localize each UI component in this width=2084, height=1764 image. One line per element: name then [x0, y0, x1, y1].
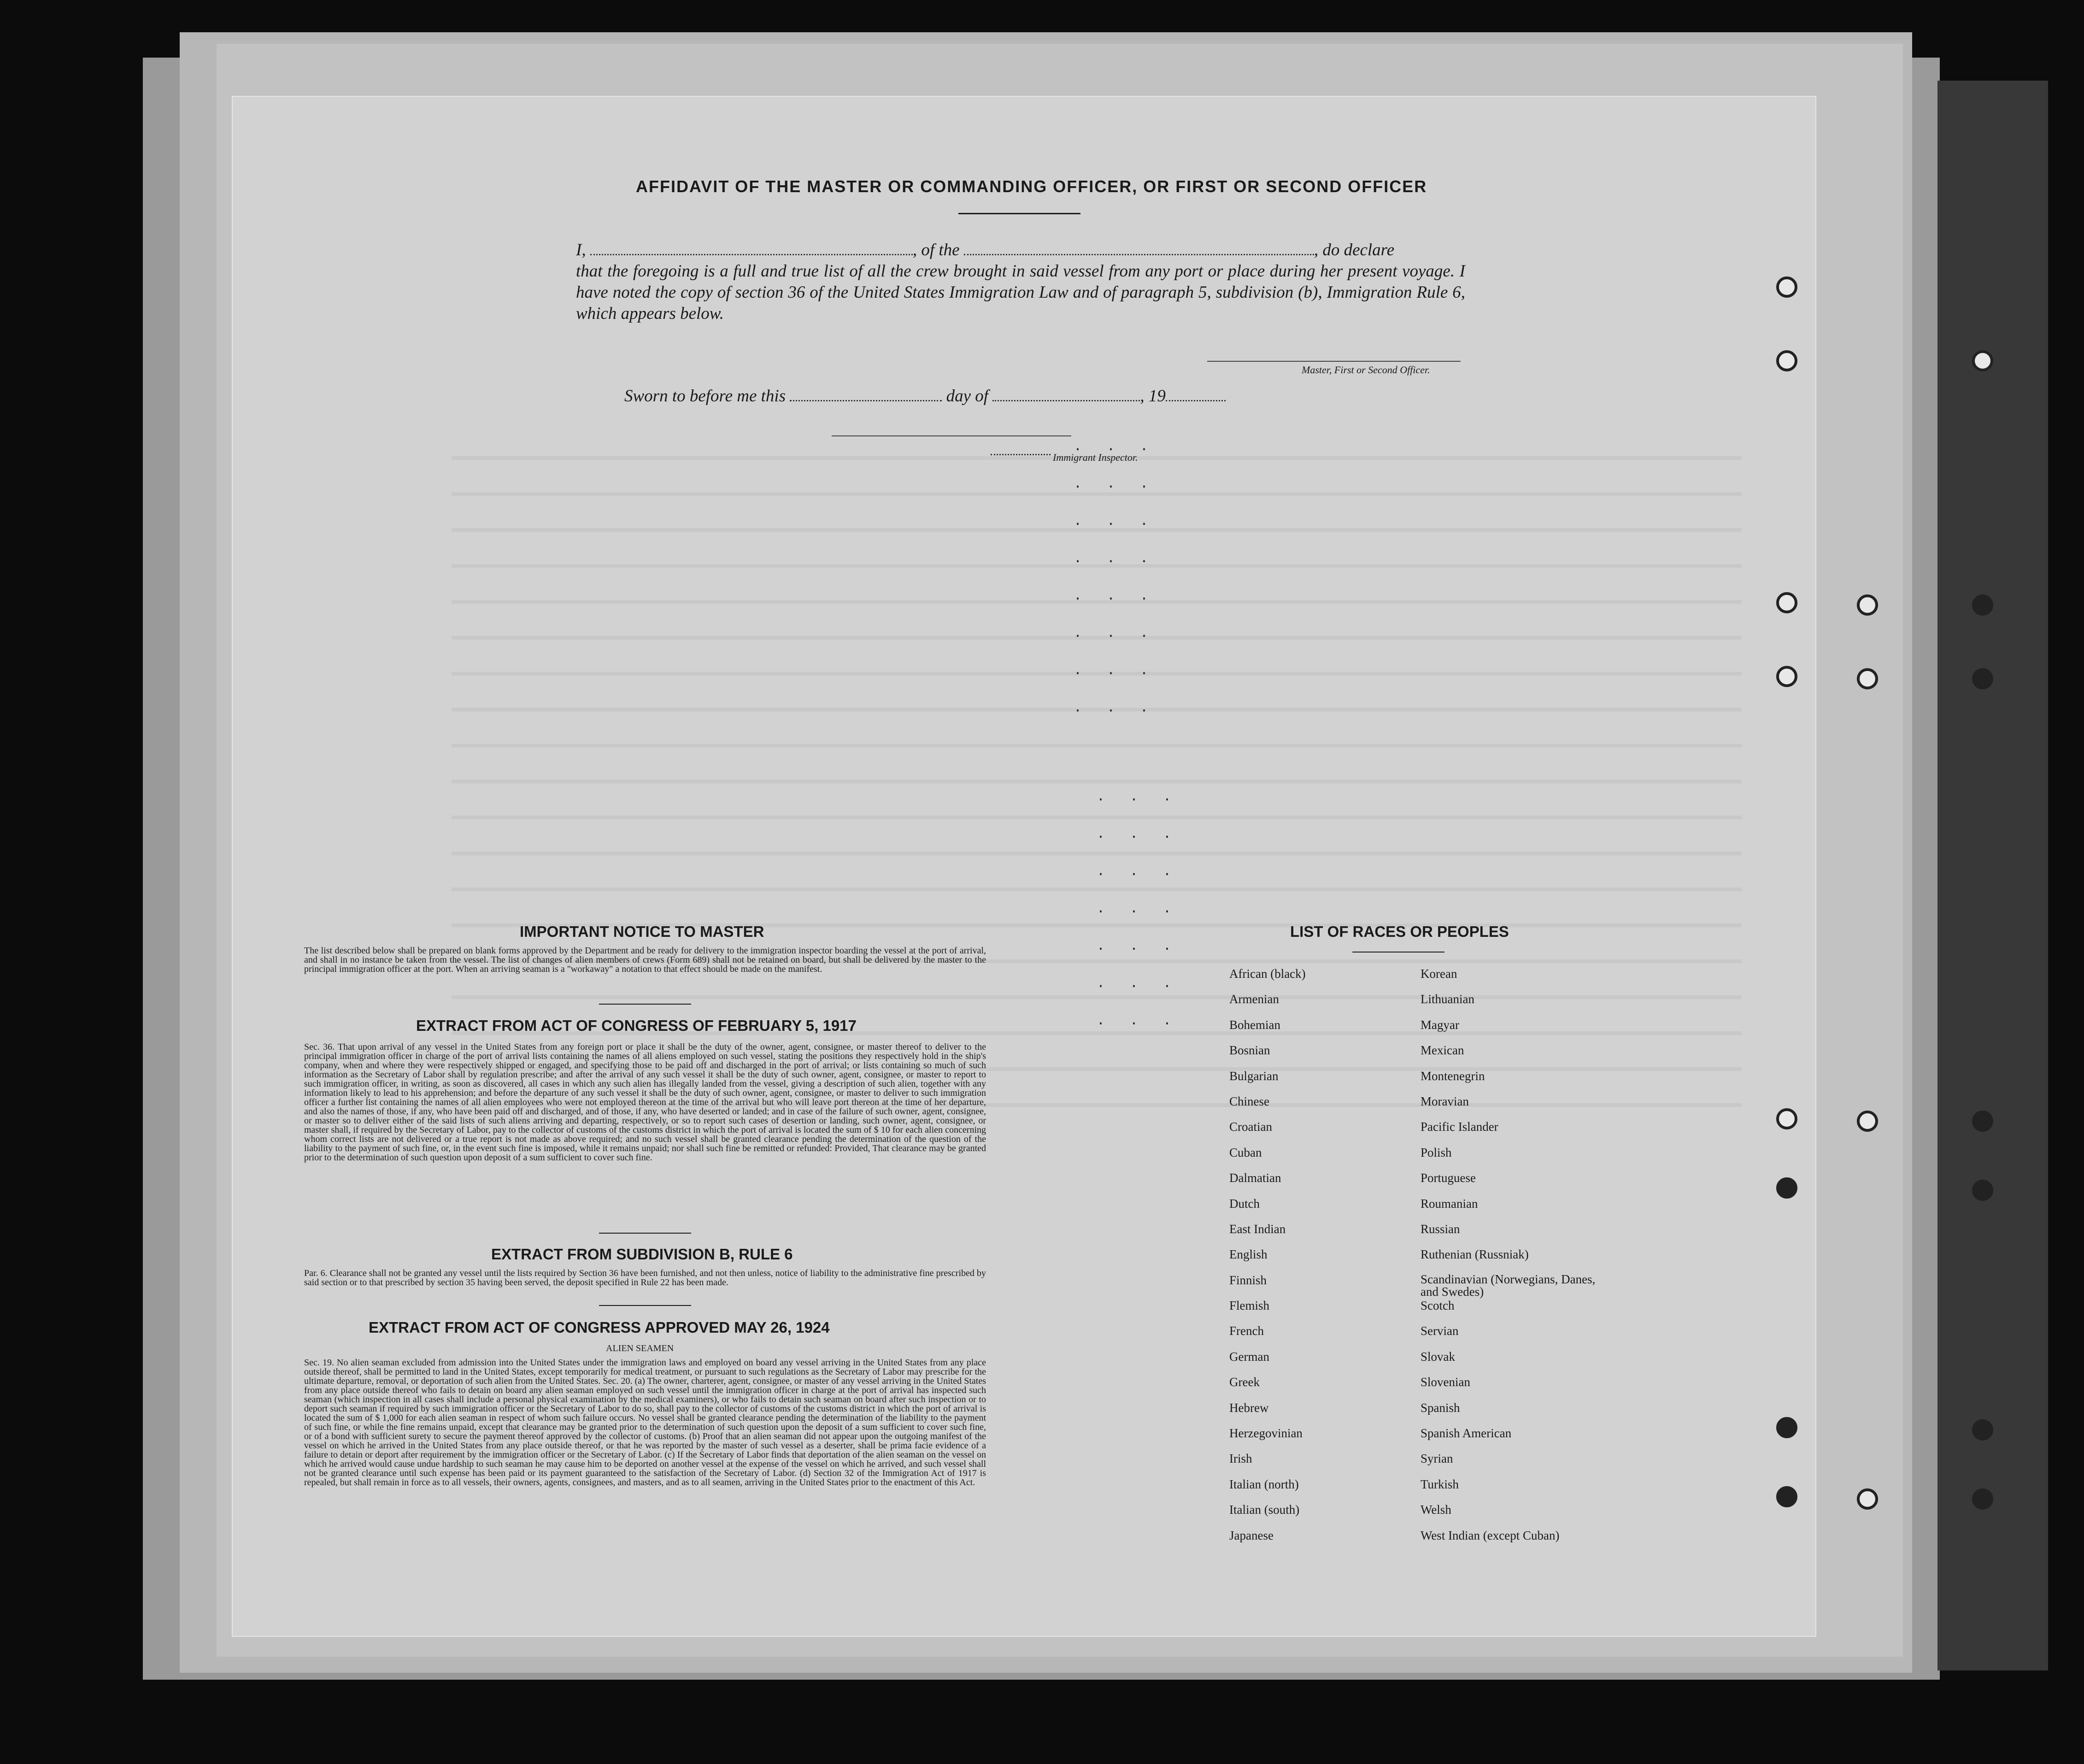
sworn-text: Sworn to before me this: [624, 387, 786, 406]
year-blank: [1166, 400, 1226, 401]
race-item: Italian (south): [1229, 1503, 1300, 1517]
race-item: Scotch: [1421, 1299, 1455, 1313]
sworn-line: [624, 386, 1226, 406]
race-item: French: [1229, 1324, 1264, 1338]
race-item: Roumanian: [1421, 1196, 1478, 1211]
name-blank: [590, 254, 913, 255]
binding-hole: [1972, 668, 1993, 689]
punch-hole: [1857, 668, 1878, 689]
race-item: Chinese: [1229, 1094, 1269, 1108]
extract-1924-title: EXTRACT FROM ACT OF CONGRESS APPROVED MAY 26, 1924: [369, 1319, 830, 1336]
race-item: Herzegovinian: [1229, 1426, 1303, 1441]
race-item: Slovak: [1421, 1349, 1456, 1364]
binding-hole: [1972, 1111, 1993, 1132]
race-item: English: [1229, 1247, 1268, 1262]
race-item: Bosnian: [1229, 1043, 1270, 1058]
sworn-text: , 19: [1140, 387, 1166, 406]
dot-marks-column: . . . . . . . . . . . . . . . . . . . . . . . .: [1074, 439, 1157, 716]
declaration-first-line: [576, 240, 1465, 261]
inspector-blank: [991, 454, 1051, 455]
punch-hole: [1776, 276, 1797, 298]
race-item: Syrian: [1421, 1452, 1453, 1466]
extract-1924-body: Sec. 19. No alien seaman excluded from admission into the United States under the immigration laws and employed on board any vessel arriving in the United States from any place outside thereof, shall be permitted to land in the United States, except temporarily for medical treatment, or pursuant to such regulations as the Secretary of Labor may prescribe for the ultimate departure, removal, or deportation of such alien from the United States. Sec. 20. (a) The owner, charterer, agent, consignee, or master of any vessel arriving in the United States from any place outside thereof who fails to detain on board any alien seaman employed on such vessel until the immigration officer in charge at the port of arrival has inspected such seaman (which inspection in all cases shall include a personal physical examination by the medical examiners), or who fails to detain such seaman on board after such inspection or to deport such seaman if required by such immigration officer or the Secretary of Labor to do so, shall pay to the collector of customs of the customs district in which the port of arrival is located the sum of $ 1,000 for each alien seaman in respect of whom such failure occurs. No vessel shall be granted clearance pending the determination of the liability to the payment of such fine, or while the fine remains unpaid, except that clearance may be granted prior to the determination of such question upon the deposit of a sum sufficient to cover such fine, or of a bond with sufficient surety to secure the payment thereof approved by the collector of customs. (b) Proof that an alien seaman did not appear upon the outgoing manifest of the vessel on which he arrived in the United States from any place outside thereof, or that he was reported by the master of such vessel as a deserter, shall be prima facie evidence of a failure to detain or deport after requirement by the immigration officer or the Secretary of Labor. (c) If the Secretary of Labor finds that deportation of the alien seaman on the vessel on which he arrived would cause undue hardship to such seaman he may cause him to be deported on another vessel at the expense of the vessel on which he arrived, and such vessel shall not be granted clearance until such expense has been paid or its payment guaranteed to the satisfaction of the Secretary of Labor. (d) Section 32 of the Immigration Act of 1917 is repealed, but shall remain in force as to all vessels, their owners, agents, consignees, and masters, and as to all seamen, arriving in the United States prior to the enactment of this Act.: [304, 1358, 986, 1488]
race-item: Croatian: [1229, 1120, 1272, 1134]
declaration-text: , do declare: [1314, 241, 1395, 259]
race-item: Turkish: [1421, 1477, 1459, 1491]
binding-hole: [1972, 1419, 1993, 1441]
punch-hole: [1776, 1486, 1797, 1507]
affidavit-declaration: [576, 240, 1465, 324]
race-item: Hebrew: [1229, 1400, 1269, 1415]
race-item: Spanish: [1421, 1400, 1460, 1415]
declaration-body: that the foregoing is a full and true list of all the crew brought in said vessel from any port or place during her present voyage. I have noted the copy of section 36 of the United States Immigration Law and of paragraph 5, subdivision (b), Immigration Rule 6, which appears below.: [576, 262, 1465, 323]
punch-hole: [1857, 594, 1878, 616]
race-item: Slovenian: [1421, 1375, 1470, 1389]
punch-hole: [1776, 1177, 1797, 1199]
binding-hole: [1972, 1488, 1993, 1510]
race-item: Finnish: [1229, 1273, 1267, 1287]
race-item: Italian (north): [1229, 1477, 1299, 1491]
punch-hole: [1857, 1488, 1878, 1510]
race-item: East Indian: [1229, 1222, 1286, 1236]
race-item: Lithuanian: [1421, 992, 1474, 1006]
punch-hole: [1776, 350, 1797, 371]
rule6-body: Par. 6. Clearance shall not be granted any vessel until the lists required by Section 36 have been furnished, and not then unless, notice of liability to the administrative fine prescribed by said section or to that prescribed by section 35 having been served, the deposit specified in Rule 22 has been made.: [304, 1268, 986, 1288]
race-item: Armenian: [1229, 992, 1279, 1006]
extract-1917-title: EXTRACT FROM ACT OF CONGRESS OF FEBRUARY 5, 1917: [416, 1017, 857, 1034]
punch-hole: [1776, 1417, 1797, 1438]
race-item: Servian: [1421, 1324, 1459, 1338]
signature-label: Master, First or Second Officer.: [1302, 364, 1430, 376]
race-item: Scandinavian (Norwegians, Danes, and Swedes): [1421, 1272, 1596, 1299]
race-item: Dutch: [1229, 1196, 1260, 1211]
race-item: Magyar: [1421, 1017, 1459, 1032]
race-item: Welsh: [1421, 1503, 1451, 1517]
race-item: Greek: [1229, 1375, 1260, 1389]
divider: [958, 213, 1080, 214]
race-item: Bulgarian: [1229, 1069, 1279, 1083]
race-item: German: [1229, 1349, 1269, 1364]
races-title: LIST OF RACES OR PEOPLES: [1290, 923, 1509, 940]
inspector-label: Immigrant Inspector.: [1053, 452, 1138, 463]
notice-title: IMPORTANT NOTICE TO MASTER: [520, 923, 764, 940]
punch-hole: [1776, 592, 1797, 613]
dot-marks-column: . . . . . . . . . . . . . . . . . . . . .: [1097, 789, 1180, 1029]
rule6-title: EXTRACT FROM SUBDIVISION B, RULE 6: [491, 1246, 793, 1263]
race-item: Mexican: [1421, 1043, 1464, 1058]
races-list-left: [1229, 967, 1306, 1554]
race-item: Montenegrin: [1421, 1069, 1485, 1083]
race-item: Polish: [1421, 1145, 1452, 1159]
race-item: West Indian (except Cuban): [1421, 1528, 1560, 1542]
race-item: Cuban: [1229, 1145, 1262, 1159]
signature-line: [1207, 361, 1461, 362]
race-item: Moravian: [1421, 1094, 1469, 1108]
race-item: Spanish American: [1421, 1426, 1512, 1441]
declaration-text: I,: [576, 241, 586, 259]
punch-hole: [1776, 666, 1797, 687]
inspector-line: [832, 435, 1071, 436]
divider: [599, 1004, 691, 1005]
race-item: African (black): [1229, 967, 1306, 981]
race-item: Portuguese: [1421, 1171, 1476, 1185]
extract-1917-body: Sec. 36. That upon arrival of any vessel in the United States from any foreign port or place it shall be the duty of the owner, agent, consignee, or master thereof to deliver to the principal immigration officer in charge of the port of arrival lists containing the names of all aliens employed on such vessel, stating the positions they respectively hold in the ship's company, when and where they were respectively shipped or engaged, and specifying those to be paid off and discharged in the port of arrival; or lists containing so much of such information as the Secretary of Labor shall by regulation prescribe; and after the arrival of any such vessel it shall be the duty of such owner, agent, consignee, or master to report to such immigration officer, in writing, as soon as discovered, all cases in which any such alien has illegally landed from the vessel, giving a description of such alien, together with any information likely to lead to his apprehension; and before the departure of any such vessel it shall be the duty of such owner, agent, consignee, or master to deliver to such immigration officer a further list containing the names of all alien employees who were not employed thereon at the time of the arrival but who will leave port thereon at the time of her departure, and also the names of those, if any, who have been paid off and discharged, and of those, if any, who have deserted or landed; and in case of the failure of such owner, agent, consignee, or master so to deliver either of the said lists of such aliens arriving and departing, respectively, or so to report such cases of desertion or landing, such owner, agent, consignee, or master shall, if required by the Secretary of Labor, pay to the collector of customs of the customs district in which the port of arrival is located the sum of $ 10 for each alien concerning whom correct lists are not delivered or a true report is not made as above required; and no such vessel shall be granted clearance pending the determination of the question of the liability to the payment of such fine, or, in the event such fine is imposed, while it remains unpaid; nor shall such fine be remitted or refunded: Provided, That clearance may be granted prior to the determination of such question upon deposit of a sum sufficient to cover such fine.: [304, 1042, 986, 1163]
race-item: Korean: [1421, 967, 1457, 981]
sworn-text: day of: [946, 387, 989, 406]
race-item: Bohemian: [1229, 1017, 1280, 1032]
divider: [1352, 952, 1444, 953]
binding-hole: [1972, 350, 1993, 371]
race-item: Russian: [1421, 1222, 1460, 1236]
vessel-blank: [964, 254, 1314, 255]
race-item: Irish: [1229, 1452, 1252, 1466]
day-blank: [790, 400, 942, 401]
race-item: Flemish: [1229, 1299, 1270, 1313]
race-item: Pacific Islander: [1421, 1120, 1498, 1134]
extract-1924-subtitle: ALIEN SEAMEN: [606, 1343, 674, 1353]
month-blank: [992, 400, 1140, 401]
affidavit-title: AFFIDAVIT OF THE MASTER OR COMMANDING OFFICER, OR FIRST OR SECOND OFFICER: [636, 177, 1427, 196]
race-item: Japanese: [1229, 1528, 1274, 1542]
divider: [599, 1305, 691, 1306]
notice-body: The list described below shall be prepared on blank forms approved by the Department and be ready for delivery to the immigration inspector boarding the vessel at the port of arrival, and shall in no instance be taken from the vessel. The list of changes of alien members of crews (Form 689) shall not be retained on board, but shall be delivered by the master to the principal immigration officer at the port. When an arriving seaman is a "workaway" a notation to that effect should be made on the manifest.: [304, 946, 986, 974]
race-item: Dalmatian: [1229, 1171, 1281, 1185]
divider: [599, 1233, 691, 1234]
binding-hole: [1972, 594, 1993, 616]
races-list-right: [1421, 967, 1596, 1554]
declaration-text: , of the: [912, 241, 960, 259]
punch-hole: [1857, 1111, 1878, 1132]
race-item: Ruthenian (Russniak): [1421, 1247, 1529, 1262]
binding-hole: [1972, 1180, 1993, 1201]
punch-hole: [1776, 1108, 1797, 1129]
